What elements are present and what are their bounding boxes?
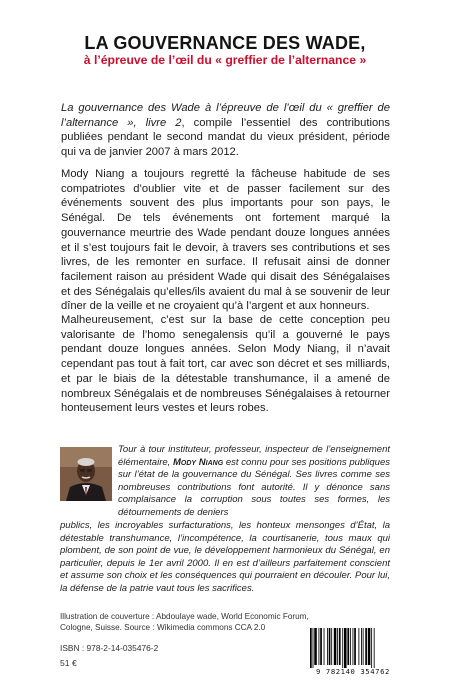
author-bio	[118, 444, 390, 520]
intro-paragraph	[61, 101, 390, 160]
book-title: LA GOUVERNANCE DES WADE,	[84, 33, 366, 53]
body-paragraph-2: Malheureusement, c’est sur la base de cette conception peu valorisante de l’homo senegalensis qu’il a gouverné le pays pendant douze longues années. Selon Mody Niang, il n’avait cependant pas tout à fait tort, car avec son décret et ses milliards, et par le biais de la détestable transhumance, il a amené de nombreux Sénégalais et de nombreuses Sénégalaises à retourner honteusement leurs vestes et leurs robes.	[61, 314, 390, 415]
author-bio-part1: Tour à tour instituteur, professeur, inspecteur de l’enseignement élémentaire,	[118, 444, 390, 468]
body-paragraph-1: Mody Niang a toujours regretté la fâcheuse habitude de ses compatriotes d’oublier vite et de passer facilement sur des événements souvent des plus importants pour son pays, le Sénégal. De tels événements ont fortement marqué la gouvernance meurtrie des Wade pendant douze longues années et il s’est toujours fait le devoir, à travers ses contributions et ses livres, de les remonter en surface. Il refusait ainsi de donner facilement raison au président Wade qui disait des Sénégalaises et des Sénégalais qu’elles/ils avaient du mal à se souvenir de leur dîner de la veille et ne croyaient qu’à l’argent et aux honneurs.	[61, 168, 390, 313]
author-photo	[60, 447, 112, 501]
barcode-number: 9 782140 354762	[316, 667, 390, 676]
intro-rest: , compile l’essentiel des contributions publiées pendant le second mandat du vieux président, période qui va de janvier 2007 à mars 2012.	[61, 116, 391, 159]
author-name: Mody Niang	[173, 456, 224, 468]
intro-book-title: La gouvernance des Wade à l’épreuve de l’œil du « greffier de l’alternance », livre 2	[61, 102, 390, 129]
author-bio-part2: est connu pour ses positions publiques sur l’état de la gouvernance du Sénégal. Ses livres comme ses nombreuses contributions font autorité. Il y dénonce sans complaisance la corruption sous toutes ses formes, les détournements de deniers	[118, 456, 390, 518]
price: 51 €	[60, 658, 77, 668]
cover-credit: Illustration de couverture : Abdoulaye wade, World Economic Forum, Cologne, Suisse. Source : Wikimedia commons CCA 2.0	[60, 612, 309, 632]
author-bio-continued: publics, les incroyables surfacturations, les honteux mensonges d’État, la détestable transhumance, l’incompétence, la courtisanerie, tous maux qui plombent, de son point de vue, le développement harmonieux du Sénégal, en particulier, depuis le 1er avril 2000. Il en est d’ailleurs parfaitement conscient et assume son choix et les conséquences qui pourraient en découler. Pour lui, la défense de la patrie vaut tous les sacrifices.	[60, 520, 390, 594]
book-subtitle: à l’épreuve de l’œil du « greffier de l’alternance »	[83, 53, 367, 67]
isbn: ISBN : 978-2-14-035476-2	[60, 643, 159, 653]
